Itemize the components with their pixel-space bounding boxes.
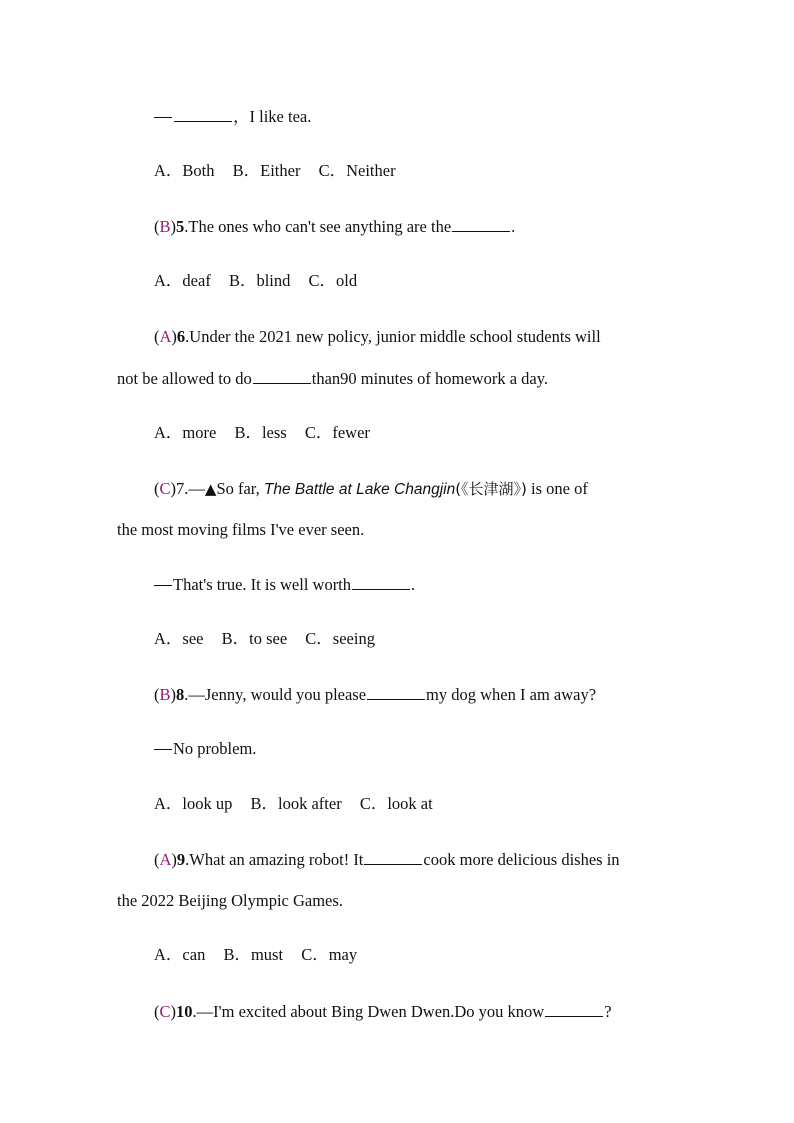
q7-prefix: .— bbox=[184, 479, 205, 498]
answer-blank bbox=[367, 685, 425, 700]
option-c: C．old bbox=[308, 271, 358, 290]
option-c: C．may bbox=[301, 945, 358, 964]
option-a: A．can bbox=[154, 945, 206, 964]
q9-stem-line2 bbox=[117, 891, 343, 911]
q7-film-title: The Battle at Lake Changjin bbox=[263, 481, 456, 498]
option-b: B．less bbox=[234, 423, 287, 442]
answer-blank bbox=[545, 1002, 603, 1017]
option-a: A．look up bbox=[154, 794, 233, 813]
q4-reply-text: ，I like tea. bbox=[233, 107, 312, 126]
q10-answer: C bbox=[159, 1002, 171, 1021]
option-b: B．to see bbox=[221, 629, 288, 648]
q9-options bbox=[154, 945, 371, 965]
q8-options bbox=[154, 794, 447, 814]
q6-text-b: than90 minutes of homework a day. bbox=[311, 369, 549, 388]
q9-number: 9 bbox=[176, 850, 186, 869]
q7-options bbox=[154, 629, 389, 649]
q7-reply-text: That's true. It is well worth bbox=[173, 575, 352, 594]
option-c: C．fewer bbox=[304, 423, 370, 442]
dash-mark bbox=[154, 585, 172, 586]
q7-reply-end: . bbox=[411, 575, 416, 594]
q6-text: .Under the 2021 new policy, junior middle school students will bbox=[185, 327, 601, 346]
q10-stem: (C)10.—I'm excited about Bing Dwen Dwen.Do you know ? bbox=[154, 1002, 612, 1021]
q5-stem: (B)5.The ones who can't see anything are the . bbox=[154, 217, 516, 236]
q7-stem: (C)7.—▲So far, The Battle at Lake Changjin(《长津湖》) is one of bbox=[154, 479, 588, 498]
answer-blank bbox=[174, 107, 232, 122]
q9-text-b: cook more delicious dishes in bbox=[423, 850, 620, 869]
q8-reply-text: No problem. bbox=[173, 739, 257, 758]
q6-stem: (A)6.Under the 2021 new policy, junior middle school students will bbox=[154, 327, 601, 346]
q8-text-a: .—Jenny, would you please bbox=[184, 685, 367, 704]
q9-answer: A bbox=[159, 850, 172, 869]
q5-end: . bbox=[511, 217, 516, 236]
q7-chinese-title: (《长津湖》) bbox=[455, 480, 527, 498]
q5-text: .The ones who can't see anything are the bbox=[184, 217, 452, 236]
q9-line2: the 2022 Beijing Olympic Games. bbox=[117, 891, 343, 910]
option-b: B．look after bbox=[250, 794, 342, 813]
option-b: B．Either bbox=[232, 161, 301, 180]
q5-options bbox=[154, 271, 371, 291]
q6-answer: A bbox=[159, 327, 172, 346]
q4-reply bbox=[154, 107, 311, 127]
q8-text-b: my dog when I am away? bbox=[426, 685, 597, 704]
q6-text-a: not be allowed to do bbox=[117, 369, 252, 388]
q6-number: 6 bbox=[176, 327, 186, 346]
q8-stem: (B)8.—Jenny, would you please my dog when I am away? bbox=[154, 685, 597, 704]
q10-text-a: .—I'm excited about Bing Dwen Dwen.Do you know bbox=[192, 1002, 545, 1021]
q8-number: 8 bbox=[176, 685, 185, 704]
q7-stem-line2 bbox=[117, 520, 364, 540]
q5-answer: B bbox=[159, 217, 171, 236]
dash-mark bbox=[154, 749, 172, 750]
answer-blank bbox=[253, 369, 311, 384]
q7-text-b: is one of bbox=[526, 479, 588, 498]
q9-stem: (A)9.What an amazing robot! It cook more delicious dishes in bbox=[154, 850, 620, 869]
q7-line2: the most moving films I've ever seen. bbox=[117, 520, 365, 539]
q9-text-a: .What an amazing robot! It bbox=[185, 850, 364, 869]
q8-reply bbox=[154, 739, 256, 759]
option-c: C．Neither bbox=[318, 161, 396, 180]
option-c: C．seeing bbox=[305, 629, 375, 648]
option-a: A．see bbox=[154, 629, 204, 648]
dash-mark bbox=[154, 117, 172, 118]
triangle-icon: ▲ bbox=[204, 480, 217, 498]
answer-blank bbox=[452, 217, 510, 232]
option-a: A．more bbox=[154, 423, 217, 442]
q10-text-b: ? bbox=[604, 1002, 612, 1021]
q6-stem-line2 bbox=[117, 369, 548, 389]
q4-options bbox=[154, 161, 410, 181]
answer-blank bbox=[364, 850, 422, 865]
option-a: A．deaf bbox=[154, 271, 211, 290]
q5-number: 5 bbox=[176, 217, 185, 236]
option-b: B．blind bbox=[228, 271, 291, 290]
q7-answer: C bbox=[159, 479, 171, 498]
q7-number: 7 bbox=[176, 479, 185, 498]
q6-options bbox=[154, 423, 384, 443]
q8-answer: B bbox=[159, 685, 171, 704]
q10-number: 10 bbox=[176, 1002, 193, 1021]
option-a: A．Both bbox=[154, 161, 215, 180]
option-b: B．must bbox=[223, 945, 284, 964]
q7-reply bbox=[154, 575, 415, 595]
option-c: C．look at bbox=[359, 794, 433, 813]
q7-text-a: So far, bbox=[216, 479, 264, 498]
answer-blank bbox=[352, 575, 410, 590]
